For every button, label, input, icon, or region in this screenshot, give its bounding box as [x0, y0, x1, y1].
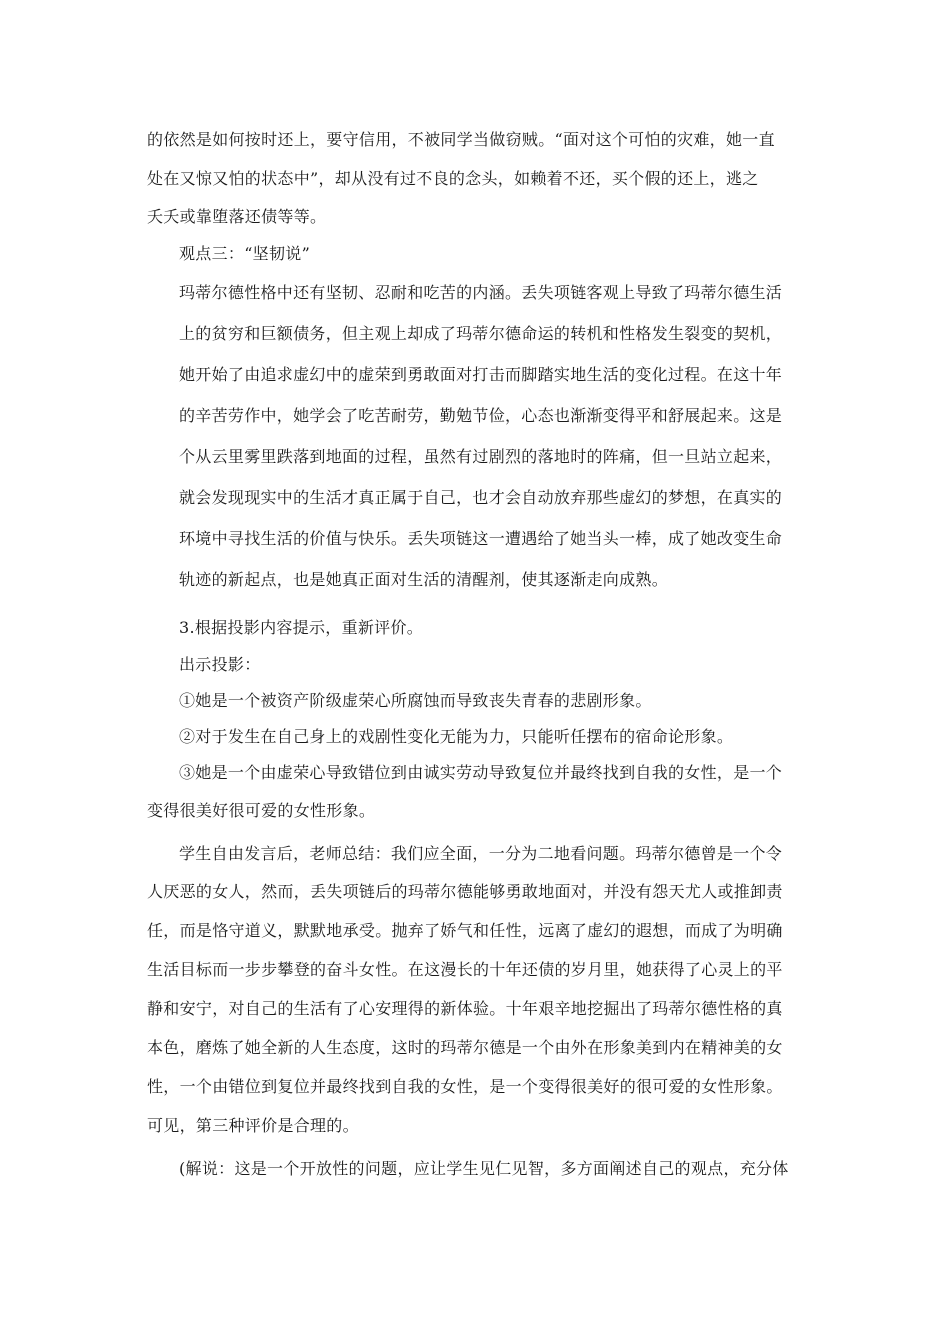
text-line: 玛蒂尔德性格中还有坚韧、忍耐和吃苦的内涵。丢失项链客观上导致了玛蒂尔德生活	[179, 283, 783, 302]
step-heading: 3.根据投影内容提示，重新评价。	[179, 618, 424, 637]
text-line: 可见，第三种评价是合理的。	[147, 1116, 359, 1135]
text-line: 个从云里雾里跌落到地面的过程，虽然有过剧烈的落地时的阵痛，但一旦站立起来，	[179, 447, 783, 466]
text-line: 人厌恶的女人，然而，丢失项链后的玛蒂尔德能够勇敢地面对，并没有怨天尤人或推卸责	[147, 882, 783, 901]
text-line: 性，一个由错位到复位并最终找到自我的女性，是一个变得很美好的很可爱的女性形象。	[147, 1077, 783, 1096]
list-item: ①她是一个被资产阶级虚荣心所腐蚀而导致丧失青春的悲剧形象。	[179, 691, 652, 710]
text-line: 就会发现现实中的生活才真正属于自己，也才会自动放弃那些虚幻的梦想，在真实的	[179, 488, 783, 507]
text-line: 她开始了由追求虚幻中的虚荣到勇敢面对打击而脚踏实地生活的变化过程。在这十年	[179, 365, 783, 384]
text-line: 轨迹的新起点，也是她真正面对生活的清醒剂，使其逐渐走向成熟。	[179, 570, 669, 589]
text-line: 夭夭或靠堕落还债等等。	[147, 207, 327, 226]
text-line: 本色，磨炼了她全新的人生态度，这时的玛蒂尔德是一个由外在形象美到内在精神美的女	[147, 1038, 783, 1057]
text-line: (解说：这是一个开放性的问题，应让学生见仁见智，多方面阐述自己的观点，充分体	[179, 1159, 789, 1178]
text-line: 静和安宁，对自己的生活有了心安理得的新体验。十年艰辛地挖掘出了玛蒂尔德性格的真	[147, 999, 783, 1018]
text-line: 学生自由发言后，老师总结：我们应全面，一分为二地看问题。玛蒂尔德曾是一个令	[179, 844, 783, 863]
text-line: 处在又惊又怕的状态中”，却从没有过不良的念头，如赖着不还，买个假的还上，逃之	[147, 169, 759, 188]
text-line: 变得很美好很可爱的女性形象。	[147, 801, 376, 820]
text-line: 的依然是如何按时还上，要守信用，不被同学当做窃贼。“面对这个可怕的灾难，她一直	[147, 130, 775, 149]
list-item: ②对于发生在自己身上的戏剧性变化无能为力，只能听任摆布的宿命论形象。	[179, 727, 734, 746]
section-heading: 观点三：“坚韧说”	[179, 244, 311, 263]
text-line: 任，而是恪守道义，默默地承受。抛弃了娇气和任性，远离了虚幻的遐想，而成了为明确	[147, 921, 783, 940]
text-line: 出示投影：	[179, 655, 261, 674]
text-line: 的辛苦劳作中，她学会了吃苦耐劳，勤勉节俭，心态也渐渐变得平和舒展起来。这是	[179, 406, 783, 425]
list-item: ③她是一个由虚荣心导致错位到由诚实劳动导致复位并最终找到自我的女性，是一个	[179, 763, 783, 782]
text-line: 上的贫穷和巨额债务，但主观上却成了玛蒂尔德命运的转机和性格发生裂变的契机，	[179, 324, 783, 343]
text-line: 环境中寻找生活的价值与快乐。丢失项链这一遭遇给了她当头一棒，成了她改变生命	[179, 529, 783, 548]
text-line: 生活目标而一步步攀登的奋斗女性。在这漫长的十年还债的岁月里，她获得了心灵上的平	[147, 960, 783, 979]
